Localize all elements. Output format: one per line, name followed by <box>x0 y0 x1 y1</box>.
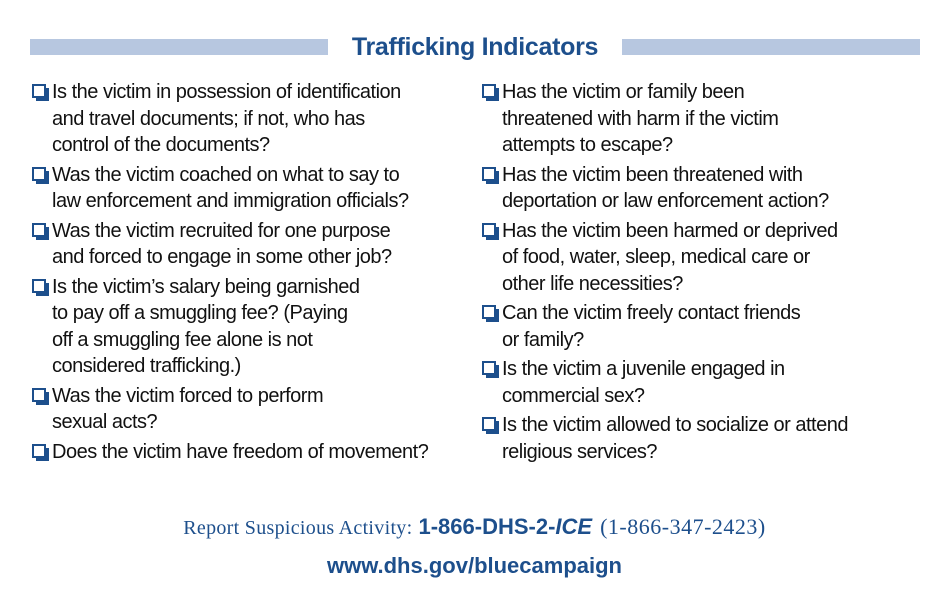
header-rule-right <box>622 39 920 55</box>
checklist-item-text: Is the victim a juvenile engaged in commercial sex? <box>502 358 785 407</box>
checklist-item-text: Is the victim allowed to socialize or attend religious services? <box>502 414 848 463</box>
checkbox-icon <box>482 361 496 375</box>
report-label: Report Suspicious Activity: <box>183 517 413 539</box>
checkbox-icon <box>482 167 496 181</box>
checkbox-icon <box>32 444 46 458</box>
checklist-item-text: Is the victim’s salary being garnished to pay off a smuggling fee? (Paying off a smuggling fee alone is not considered trafficking.) <box>52 275 360 377</box>
checklist-item-text: Has the victim been threatened with deportation or law enforcement action? <box>502 163 829 212</box>
report-line <box>0 514 949 546</box>
checkbox-icon <box>482 223 496 237</box>
checklist-item <box>32 162 472 215</box>
checklist-item-text: Does the victim have freedom of movement? <box>52 440 429 463</box>
checkbox-icon <box>32 279 46 293</box>
checklist-item <box>482 412 922 465</box>
checklist-item <box>32 383 472 436</box>
page-title: Trafficking Indicators <box>351 33 599 61</box>
checklist-item <box>482 356 922 409</box>
checklist-item-text: Can the victim freely contact friends or family? <box>502 302 801 351</box>
checkbox-icon <box>32 388 46 402</box>
checklist-item <box>32 218 472 271</box>
checklist-item <box>32 274 472 380</box>
indicator-list-right <box>482 79 922 468</box>
checklist-item <box>482 218 922 298</box>
checklist-item <box>32 439 472 466</box>
checkbox-icon <box>482 305 496 319</box>
hotline-digits: (1-866-347-2423) <box>600 514 766 539</box>
checklist-item-text: Was the victim coached on what to say to law enforcement and immigration officials? <box>52 163 409 212</box>
checklist-item <box>32 79 472 159</box>
hotline-number: 1-866-DHS-2- <box>418 514 556 539</box>
checklist-item <box>482 300 922 353</box>
checklist-item <box>482 79 922 159</box>
header-rule-left <box>30 39 328 55</box>
checklist-item-text: Is the victim in possession of identification and travel documents; if not, who has control of the documents? <box>52 81 401 156</box>
hotline-number-suffix: ICE <box>555 514 593 539</box>
checkbox-icon <box>482 417 496 431</box>
checkbox-icon <box>32 84 46 98</box>
checkbox-icon <box>32 223 46 237</box>
checklist-item-text: Has the victim or family been threatened with harm if the victim attempts to escape? <box>502 81 779 156</box>
checkbox-icon <box>32 167 46 181</box>
checklist-item-text: Was the victim forced to perform sexual acts? <box>52 384 324 433</box>
checklist-item <box>482 162 922 215</box>
website-url: www.dhs.gov/bluecampaign <box>326 553 622 578</box>
header <box>30 30 920 66</box>
checklist-item-text: Was the victim recruited for one purpose and forced to engage in some other job? <box>52 219 392 268</box>
checkbox-icon <box>482 84 496 98</box>
checklist-item-text: Has the victim been harmed or deprived of food, water, sleep, medical care or other life necessities? <box>502 219 838 295</box>
indicator-list-left <box>32 79 472 468</box>
